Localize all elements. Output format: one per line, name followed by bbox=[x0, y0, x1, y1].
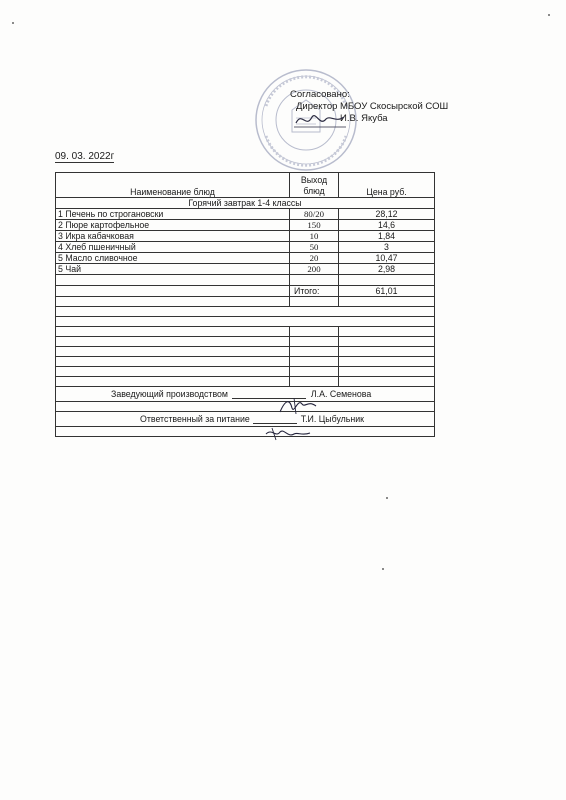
table-header-row bbox=[56, 173, 435, 198]
dish-price: 3 bbox=[339, 242, 435, 253]
dish-name: 2 Пюре картофельное bbox=[56, 220, 290, 231]
total-label: Итого: bbox=[290, 286, 339, 297]
approval-director-name: И.В. Якуба bbox=[340, 113, 388, 124]
dish-name: 5 Масло сливочное bbox=[56, 253, 290, 264]
table-row bbox=[56, 253, 435, 264]
dish-name: 5 Чай bbox=[56, 264, 290, 275]
signature-name: Л.А. Семенова bbox=[310, 389, 372, 399]
table-row-blank bbox=[56, 357, 435, 367]
table-row-blank bbox=[56, 337, 435, 347]
total-value: 61,01 bbox=[339, 286, 435, 297]
dish-output: 200 bbox=[290, 264, 339, 275]
scan-speck bbox=[548, 14, 550, 16]
dish-output: 50 bbox=[290, 242, 339, 253]
total-row bbox=[56, 286, 435, 297]
table-row bbox=[56, 242, 435, 253]
table-row-blank bbox=[56, 427, 435, 437]
table-row-blank bbox=[56, 377, 435, 387]
header-output-line2: блюд bbox=[303, 186, 325, 196]
dish-name: 1 Печень по строгановски bbox=[56, 209, 290, 220]
production-manager-signature bbox=[272, 396, 322, 416]
table-row-blank bbox=[56, 307, 435, 317]
table-row-blank bbox=[56, 297, 435, 307]
signature-role: Ответственный за питание bbox=[140, 414, 250, 424]
header-output-line1: Выход bbox=[300, 175, 328, 185]
table-row bbox=[56, 220, 435, 231]
section-row bbox=[56, 198, 435, 209]
table-row-blank bbox=[56, 367, 435, 377]
signature-row-production bbox=[56, 387, 435, 402]
table-row-blank bbox=[56, 402, 435, 412]
signature-row-nutrition bbox=[56, 412, 435, 427]
dish-output: 10 bbox=[290, 231, 339, 242]
dish-price: 2,98 bbox=[339, 264, 435, 275]
signature-name: Т.И. Цыбульник bbox=[300, 414, 364, 424]
scan-speck bbox=[382, 568, 384, 570]
approval-position: Директор МБОУ Скосырской СОШ bbox=[296, 101, 449, 112]
approval-heading: Согласовано: bbox=[290, 89, 350, 100]
dish-price: 10,47 bbox=[339, 253, 435, 264]
signature-role: Заведующий производством bbox=[111, 389, 228, 399]
dish-price: 14,6 bbox=[339, 220, 435, 231]
scan-speck bbox=[386, 497, 388, 499]
scan-speck bbox=[12, 22, 14, 24]
header-dish-name: Наименование блюд bbox=[56, 173, 290, 198]
header-price: Цена руб. bbox=[339, 173, 435, 198]
menu-date: 09. 03. 2022г bbox=[55, 151, 115, 162]
dish-name: 4 Хлеб пшеничный bbox=[56, 242, 290, 253]
dish-name: 3 Икра кабачковая bbox=[56, 231, 290, 242]
menu-table bbox=[55, 172, 435, 437]
section-title: Горячий завтрак 1-4 классы bbox=[56, 198, 435, 209]
table-row-blank bbox=[56, 275, 435, 286]
dish-price: 1,84 bbox=[339, 231, 435, 242]
nutrition-officer-signature bbox=[262, 424, 312, 444]
header-output bbox=[290, 173, 339, 198]
table-row bbox=[56, 231, 435, 242]
dish-output: 20 bbox=[290, 253, 339, 264]
table-row bbox=[56, 264, 435, 275]
table-row-blank bbox=[56, 327, 435, 337]
table-row-blank bbox=[56, 347, 435, 357]
table-row-blank bbox=[56, 317, 435, 327]
director-signature bbox=[292, 109, 348, 131]
dish-price: 28,12 bbox=[339, 209, 435, 220]
dish-output: 150 bbox=[290, 220, 339, 231]
table-row bbox=[56, 209, 435, 220]
dish-output: 80/20 bbox=[290, 209, 339, 220]
